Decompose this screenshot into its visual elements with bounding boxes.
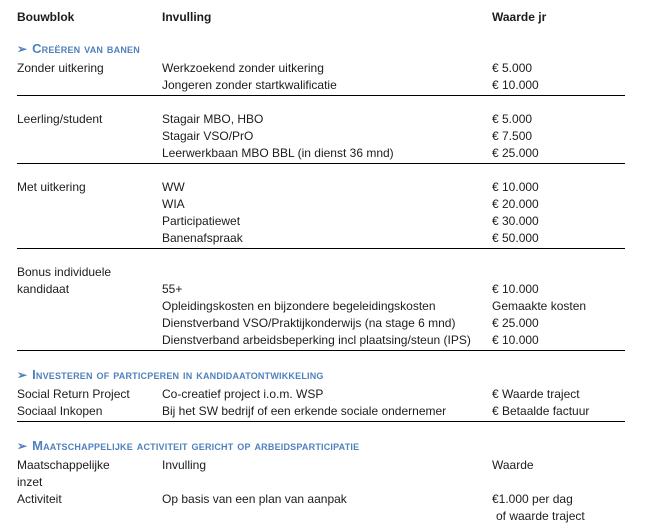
waarde-cell: € 10.000 [492,180,539,194]
table-row [17,508,650,525]
arrow-icon: ➢ [17,368,28,382]
waarde-cell: € Waarde traject [492,387,580,401]
waarde-cell: Waarde [492,458,534,472]
invulling-cell: Stagair VSO/PrO [162,129,254,143]
invulling-cell: WIA [162,197,185,211]
bouwblok-cell: Leerling/student [17,112,103,126]
invulling-cell: 55+ [162,282,183,296]
bouwblok-cell [17,213,162,230]
bouwblok-cell [17,332,162,349]
table-row [17,213,650,230]
invulling-cell: Stagair MBO, HBO [162,112,264,126]
group-met-uitkering [17,179,650,247]
table-row [17,60,650,77]
bouwblok-cell: kandidaat [17,282,70,296]
divider [17,163,625,164]
group-social-return [17,386,650,420]
invulling-cell: Werkzoekend zonder uitkering [162,61,324,75]
table-row [17,491,650,508]
bouwblok-cell [17,128,162,145]
invulling-cell [162,264,492,281]
waarde-cell: € 10.000 [492,333,539,347]
bouwblok-cell [17,508,162,525]
bouwblok-cell: Maatschappelijke [17,458,110,472]
group-bonus-individuele-kandidaat [17,264,650,349]
invulling-cell: Co-creatief project i.o.m. WSP [162,387,324,401]
bouwblok-cell [17,315,162,332]
waarde-cell [492,474,650,491]
section-heading-investeren [17,366,650,384]
arrow-icon: ➢ [17,42,28,56]
bouwblok-cell [17,77,162,94]
divider [17,350,625,351]
bouwblok-cell: inzet [17,475,43,489]
table-header-row [17,8,650,27]
table-row [17,111,650,128]
invulling-cell [162,474,492,491]
table-row [17,128,650,145]
table-row [17,457,650,474]
bouwblok-cell: Sociaal Inkopen [17,404,103,418]
header-invulling: Invulling [162,10,212,24]
group-zonder-uitkering [17,60,650,94]
table-row [17,403,650,420]
bouwblok-cell: Bonus individuele [17,265,112,279]
waarde-cell: € 5.000 [492,112,533,126]
bouwblok-cell [17,145,162,162]
arrow-icon: ➢ [17,439,28,453]
table-row [17,298,650,315]
invulling-cell: Opleidingskosten en bijzondere begeleidingskosten [162,299,436,313]
table-row [17,474,650,491]
section-heading-text: Investeren of particperen in kandidaatontwikkeling [32,367,324,382]
table-row [17,77,650,94]
table-row [17,196,650,213]
invulling-cell: Bij het SW bedrijf of een erkende sociale ondernemer [162,404,447,418]
section-heading-text: Maatschappelijke activiteit gericht op arbeidsparticipatie [32,438,360,453]
invulling-cell [162,508,492,525]
divider [17,248,625,249]
waarde-cell: Gemaakte kosten [492,299,587,313]
waarde-cell: € 10.000 [492,282,539,296]
waarde-cell: € 30.000 [492,214,539,228]
waarde-cell: € 25.000 [492,146,539,160]
waarde-cell [492,264,650,281]
divider [17,95,625,96]
bouwblok-cell [17,298,162,315]
invulling-cell: Invulling [162,458,207,472]
group-leerling-student [17,111,650,162]
invulling-cell: Leerwerkbaan MBO BBL (in dienst 36 mnd) [162,146,394,160]
waarde-cell: €1.000 per dag [492,492,573,506]
table-row [17,281,650,298]
bouwblok-cell: Social Return Project [17,387,130,401]
waarde-cell: € Betaalde factuur [492,404,590,418]
section-heading-maatschappelijke-activiteit [17,437,650,455]
bouwblok-cell: Met uitkering [17,180,86,194]
invulling-cell: Dienstverband arbeidsbeperking incl plaatsing/steun (IPS) [162,333,471,347]
table-row [17,145,650,162]
bouwblok-cell: Zonder uitkering [17,61,104,75]
group-maatschappelijke-inzet [17,457,650,525]
table-row [17,315,650,332]
waarde-cell-continuation: of waarde traject [496,509,585,523]
invulling-cell: Banenafspraak [162,231,243,245]
bouwblok-cell [17,230,162,247]
table-row [17,264,650,281]
waarde-cell: € 5.000 [492,61,533,75]
waarde-cell: € 25.000 [492,316,539,330]
header-waarde-jr: Waarde jr [492,10,547,24]
waarde-cell: € 50.000 [492,231,539,245]
invulling-cell: WW [162,180,185,194]
header-bouwblok: Bouwblok [17,10,75,24]
invulling-cell: Dienstverband VSO/Praktijkonderwijs (na stage 6 mnd) [162,316,456,330]
table-row [17,332,650,349]
waarde-cell: € 7.500 [492,129,533,143]
table-row [17,230,650,247]
bouwblok-cell: Activiteit [17,492,62,506]
section-heading-text: Creëren van banen [32,41,140,56]
invulling-cell: Op basis van een plan van aanpak [162,492,347,506]
waarde-cell: € 10.000 [492,78,539,92]
bouwblok-cell [17,196,162,213]
divider [17,421,625,422]
section-heading-creeren-van-banen [17,40,650,58]
table-row [17,179,650,196]
invulling-cell: Jongeren zonder startkwalificatie [162,78,337,92]
invulling-cell: Participatiewet [162,214,241,228]
waarde-cell: € 20.000 [492,197,539,211]
table-row [17,386,650,403]
